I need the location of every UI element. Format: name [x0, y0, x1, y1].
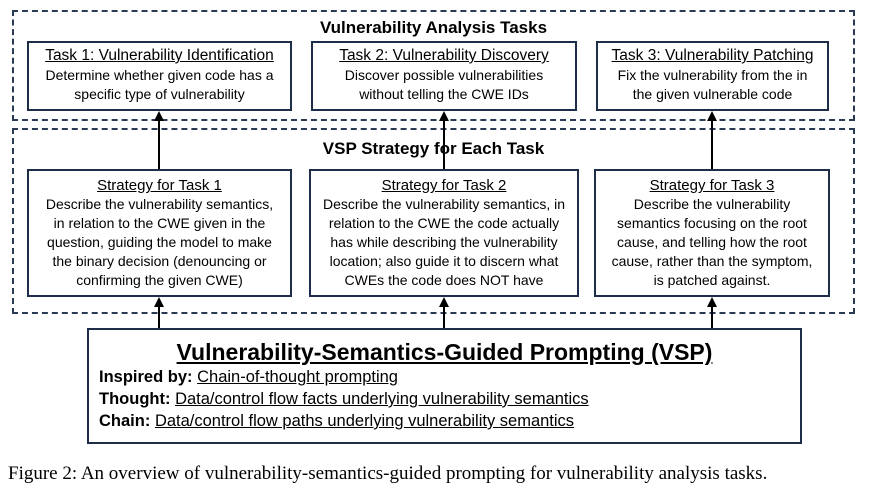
strategy-1-desc-line-2: in relation to the CWE given in the: [53, 215, 266, 231]
vsp-title: Vulnerability-Semantics-Guided Prompting (VSP): [176, 339, 713, 365]
strategy-3-desc-line-1: Describe the vulnerability: [633, 196, 791, 212]
task-1-desc-line-1: Determine whether given code has a: [45, 67, 274, 83]
vsp-row-inspired-label: Inspired by:: [99, 368, 193, 386]
vsp-row-thought-label: Thought:: [99, 390, 171, 408]
strategy-1-desc-line-4: the binary decision (denouncing or: [52, 253, 267, 269]
strategy-2-desc-line-2: relation to the CWE the code actually: [328, 215, 560, 231]
strategy-2-desc-line-3: has while describing the vulnerability: [330, 234, 558, 250]
task-2-desc-line-1: Discover possible vulnerabilities: [344, 67, 544, 83]
strategy-1-desc-line-1: Describe the vulnerability semantics,: [45, 196, 274, 212]
strategy-3-desc-line-4: cause, rather than the symptom,: [611, 253, 813, 269]
strategy-3-desc-line-5: is patched against.: [653, 272, 771, 288]
vsp-row-chain-label: Chain:: [99, 412, 151, 430]
task-1-desc-line-2: specific type of vulnerability: [74, 86, 245, 102]
task-2-title: Task 2: Vulnerability Discovery: [339, 47, 549, 64]
strategy-group-title: VSP Strategy for Each Task: [322, 139, 545, 158]
task-1-title: Task 1: Vulnerability Identification: [45, 47, 274, 64]
strategy-3-desc-line-2: semantics focusing on the root: [617, 215, 807, 231]
strategy-3-title: Strategy for Task 3: [649, 177, 775, 194]
vsp-row-inspired-value: Chain-of-thought prompting: [197, 368, 398, 386]
vsp-row-chain-value: Data/control flow paths underlying vulnerability semantics: [154, 412, 575, 430]
vsp-row-thought-value: Data/control flow facts underlying vulnerability semantics: [175, 390, 589, 408]
strategy-1-desc-line-3: question, guiding the model to make: [47, 234, 272, 250]
strategy-1-desc-line-5: confirming the given CWE): [76, 272, 243, 288]
analysis-tasks-title: Vulnerability Analysis Tasks: [319, 18, 548, 37]
figure-caption: Figure 2: An overview of vulnerability-semantics-guided prompting for vulnerability analysis tasks.: [8, 463, 768, 484]
task-3-desc-line-1: Fix the vulnerability from the in: [617, 67, 808, 83]
strategy-2-desc-line-5: CWEs the code does NOT have: [344, 272, 544, 288]
strategy-2-desc-line-4: location; also guide it to discern what: [329, 253, 559, 269]
task-2-desc-line-2: without telling the CWE IDs: [359, 86, 529, 102]
task-3-desc-line-2: the given vulnerable code: [632, 86, 793, 102]
strategy-2-desc-line-1: Describe the vulnerability semantics, in: [323, 196, 565, 212]
strategy-3-desc-line-3: cause, and telling how the root: [617, 234, 807, 250]
task-3-title: Task 3: Vulnerability Patching: [611, 47, 814, 64]
strategy-2-title: Strategy for Task 2: [381, 177, 507, 194]
strategy-1-title: Strategy for Task 1: [97, 177, 222, 194]
